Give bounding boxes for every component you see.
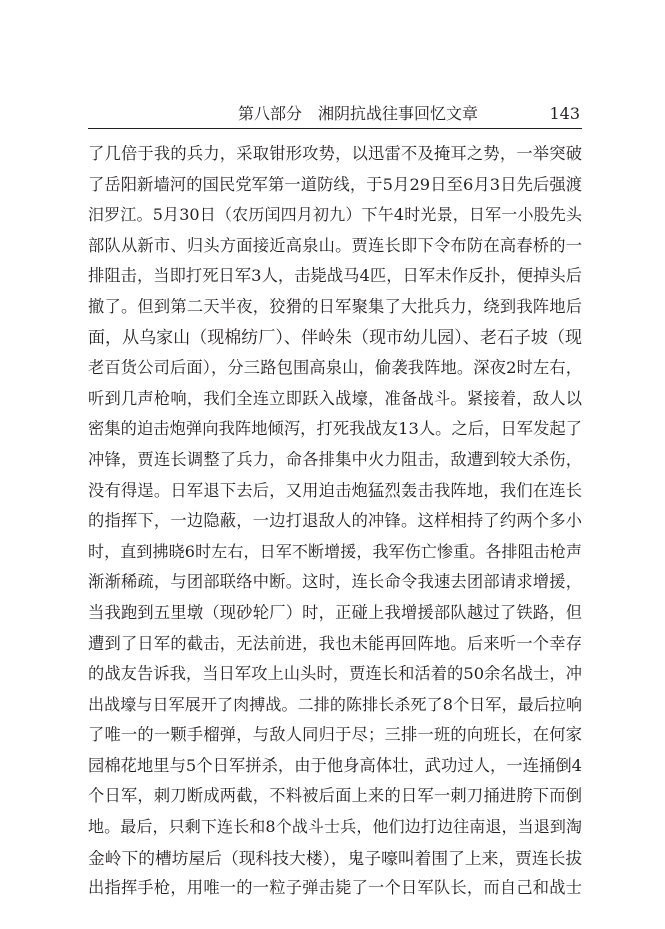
text-line: 时，直到拂晓6时左右，日军不断增援，我军伤亡惨重。各排阻击枪声 (88, 541, 582, 561)
text-line: 没有得逞。日军退下去后，又用迫击炮猛烈轰击我阵地，我们在连长 (88, 480, 582, 500)
page-number: 143 (549, 104, 580, 123)
text-line: 出战壕与日军展开了肉搏战。二排的陈排长杀死了8个日军，最后拉响 (88, 694, 582, 714)
text-line: 冲锋，贾连长调整了兵力，命各排集中火力阻击，敌遭到较大杀伤， (88, 449, 582, 469)
text-line: 听到几声枪响，我们全连立即跃入战壕，准备战斗。紧接着，敌人以 (88, 388, 582, 408)
text-line: 了唯一的一颗手榴弹，与敌人同归于尽；三排一班的向班长，在何家 (88, 725, 582, 745)
text-line: 部队从新市、归头方面接近高泉山。贾连长即下令布防在高春桥的一 (88, 235, 582, 255)
running-header (88, 104, 580, 128)
text-line: 的指挥下，一边隐蔽，一边打退敌人的冲锋。这样相持了约两个多小 (88, 511, 582, 531)
text-line: 老百货公司后面），分三路包围高泉山，偷袭我阵地。深夜2时左右， (88, 358, 582, 378)
text-line: 的战友告诉我，当日军攻上山头时，贾连长和活着的50余名战士，冲 (88, 664, 582, 684)
text-line: 当我跑到五里墩（现砂轮厂）时，正碰上我增援部队越过了铁路，但 (88, 602, 582, 622)
text-line: 面，从乌家山（现棉纺厂）、伴岭朱（现市幼儿园）、老石子坡（现 (88, 327, 582, 348)
text-line: 出指挥手枪，用唯一的一粒子弹击毙了一个日军队长，而自己和战士 (88, 878, 582, 898)
text-line: 了几倍于我的兵力，采取钳形攻势，以迅雷不及掩耳之势，一举突破 (88, 144, 582, 163)
text-line: 密集的迫击炮弹向我阵地倾泻，打死我战友13人。之后，日军发起了 (88, 419, 582, 439)
section-title: 第八部分 湘阴抗战往事回忆文章 (238, 104, 479, 123)
text-line: 园棉花地里与5个日军拼杀，由于他身高体壮，武功过人，一连捅倒4 (88, 755, 582, 775)
text-line: 排阻击，当即打死日军3人，击毙战马4匹，日军未作反扑，便掉头后 (88, 266, 582, 286)
body-text (88, 139, 582, 904)
text-line: 了岳阳新墙河的国民党军第一道防线，于5月29日至6月3日先后强渡 (88, 174, 582, 194)
text-line: 遭到了日军的截击，无法前进，我也未能再回阵地。后来听一个幸存 (88, 633, 582, 653)
text-line: 地。最后，只剩下连长和8个战斗士兵，他们边打边往南退，当退到淘 (88, 817, 582, 837)
text-line: 渐渐稀疏，与团部联络中断。这时，连长命令我速去团部请求增援， (88, 572, 582, 592)
text-line: 个日军，刺刀断成两截，不料被后面上来的日军一刺刀捅进胯下而倒 (88, 786, 582, 806)
text-line: 金岭下的槽坊屋后（现科技大楼），鬼子嚎叫着围了上来，贾连长拔 (88, 847, 582, 868)
header-rule (88, 128, 582, 129)
text-line: 撤了。但到第二天半夜，狡猾的日军聚集了大批兵力，绕到我阵地后 (88, 296, 582, 316)
text-line: 汨罗江。5月30日（农历闰四月初九）下午4时光景，日军一小股先头 (88, 205, 582, 225)
